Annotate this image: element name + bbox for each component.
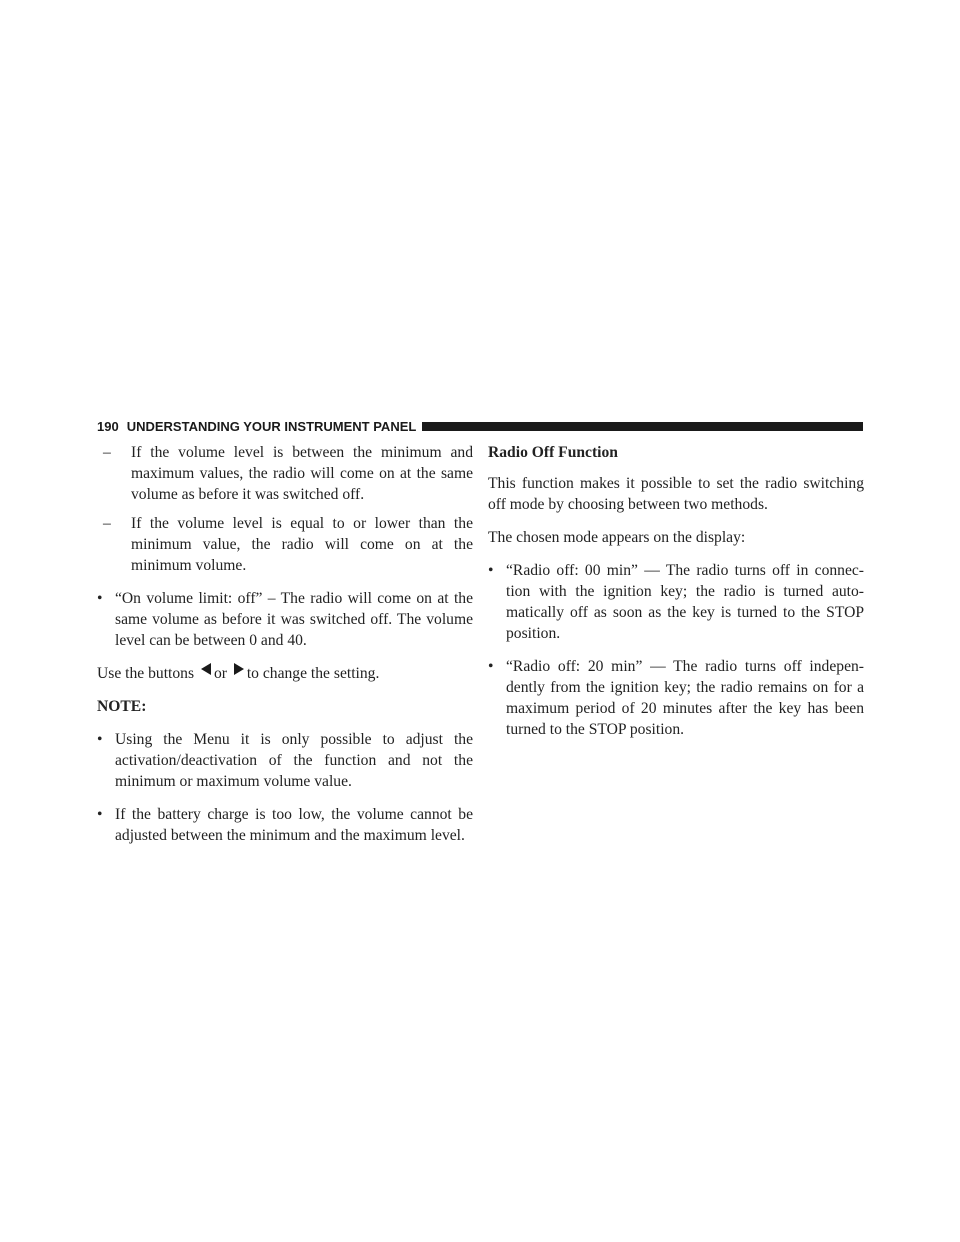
note-label: NOTE: (97, 698, 147, 715)
bullet-item-text: “Radio off: 00 min” — The radio turns off in connec-tion with the ignition key; the radio is turned auto-matically off as soon as the key is turned to the STOP position. (506, 562, 864, 642)
bullet-item-text: “Radio off: 20 min” — The radio turns off indepen-dently from the ignition key; the radio remains on for a maximum period of 20 minutes after the key has been turned to the STOP position. (506, 658, 864, 738)
bullet-marker: • (97, 590, 103, 607)
bullet-marker: • (488, 562, 494, 579)
bullet-item (488, 560, 864, 644)
bullet-item-text: “On volume limit: off” – The radio will come on at the same volume as before it was switched off. The volume level can be between 0 and 40. (115, 590, 473, 649)
bullet-item-text: If the battery charge is too low, the volume cannot be adjusted between the minimum and the maximum level. (115, 806, 473, 844)
bullet-item (97, 804, 473, 846)
bullet-item-text: Using the Menu it is only possible to adjust the activation/deactivation of the function and not the minimum or maximum volume value. (115, 731, 473, 790)
bullet-item (488, 656, 864, 740)
dash-item-text: If the volume level is equal to or lower than the minimum value, the radio will come on at the minimum volume. (131, 515, 473, 574)
left-arrow-icon (201, 663, 211, 675)
right-arrow-icon (234, 663, 244, 675)
radio-off-intro: This function makes it possible to set the radio switching off mode by choosing between two methods. (488, 475, 864, 513)
dash-item-text: If the volume level is between the minimum and maximum values, the radio will come on at the same volume as before it was switched off. (131, 444, 473, 503)
header-rule (422, 422, 863, 431)
radio-off-heading: Radio Off Function (488, 444, 618, 461)
buttons-sentence-or: or (213, 665, 227, 682)
bullet-item (97, 729, 473, 792)
buttons-sentence-prefix: Use the buttons (97, 665, 195, 682)
page-number: 190 (97, 418, 119, 434)
bullet-marker: • (97, 806, 103, 823)
section-title: UNDERSTANDING YOUR INSTRUMENT PANEL (126, 418, 417, 434)
dash-marker: – (103, 444, 111, 461)
bullet-marker: • (488, 658, 494, 675)
right-column (488, 442, 864, 752)
buttons-sentence-suffix: to change the setting. (246, 665, 380, 682)
display-sentence: The chosen mode appears on the display: (488, 529, 746, 546)
dash-marker: – (103, 515, 111, 532)
left-column (97, 442, 473, 858)
dash-item (97, 442, 473, 505)
page-header (97, 418, 863, 434)
buttons-sentence (97, 663, 473, 684)
bullet-marker: • (97, 731, 103, 748)
bullet-item (97, 588, 473, 651)
dash-item (97, 513, 473, 576)
